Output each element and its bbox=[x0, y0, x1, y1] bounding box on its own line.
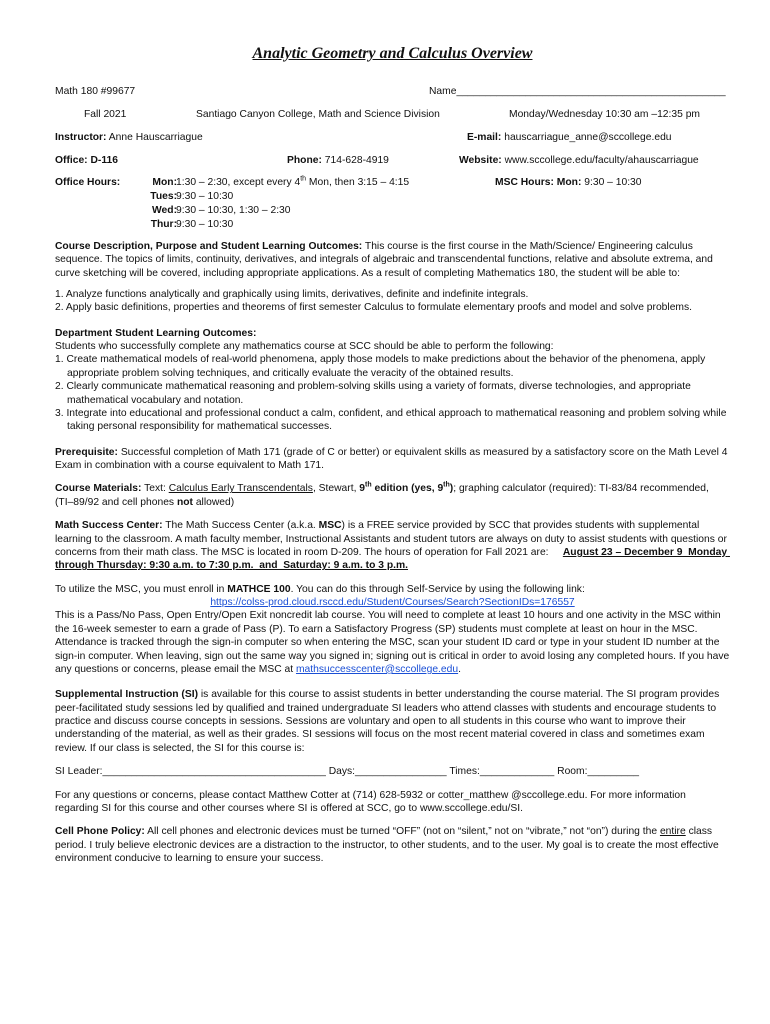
website: Website: www.sccollege.edu/faculty/ahauscarriague bbox=[459, 154, 699, 166]
phone: Phone: 714-628-4919 bbox=[287, 154, 389, 166]
hours-mon: 1:30 – 2:30, except every 4th Mon, then 3:15 – 4:15 bbox=[176, 175, 410, 188]
day-label: Wed: bbox=[152, 204, 177, 216]
msc-hours: MSC Hours: Mon: 9:30 – 10:30 bbox=[495, 176, 642, 188]
office: Office: D-116 bbox=[55, 154, 118, 166]
si-fields[interactable]: SI Leader:_______________________________________ Days:________________ Times:_____________ Room:_________ bbox=[55, 766, 640, 778]
prerequisite: Prerequisite: Successful completion of Math 171 (grade of C or better) or equivalent skills as measured by a satisfactory score on the Math Level 4 Exam in combination with a course equivalent to Math 171. bbox=[55, 446, 728, 472]
term: Fall 2021 bbox=[84, 108, 127, 120]
supplemental-instruction: Supplemental Instruction (SI) is available for this course to assist students in better understanding the course material. The SI program provides peer-facilitated study sessions led by qualified and trained undergraduate SI leaders who attend classes with students and encourage students to practice and discuss course concepts in sessions. Sessions are voluntary and open to all students in this course who want to improve their understanding of the material, as well as their grades. SI sessions will focus on the most recent material covered in class and sometimes exam review. If our class is selected, the SI for this course is: bbox=[55, 689, 720, 754]
msc-enrollment: To utilize the MSC, you must enroll in MATHCE 100. You can do this through Self-Service by using the following link: https://colss-prod.cloud.rsccd.edu/Student/Courses/Search?SectionIDs=176557 This is a Pass/No Pass, Open Entry/Open Exit noncredit lab course. You will need to complete at least 10 hours and one activity in the MSC within the 16-week semester to earn a grade of Pass (P). To earn a Satisfactory Progress (SP) students must complete at least on hour in the MSC. Attendance is tracked through the sign-in computer so when entering the MSC, scan your student ID card or type in your student ID number at the sign-in computer. When leaving, sign out the same way you signed in; signing out is critical in order to avoid losing any completed hours. If you have any questions or concerns, please email the MSC at mathsuccesscenter@sccollege.edu. bbox=[55, 583, 730, 675]
msc-details: This is a Pass/No Pass, Open Entry/Open Exit noncredit lab course. You will need to complete at least 10 hours and one activity in the MSC within the 16-week semester to earn a grade of Pass (P). To earn a Satisfactory Progress (SP) students must complete at least on hour in the MSC. Attendance is tracked through the sign-in computer so when entering the MSC, scan your student ID card or type in your student ID number at the sign-in computer. When leaving, sign out the same way you signed in; signing out is critical in order to avoid losing any completed hours. If you have any questions or concerns, please email the MSC at bbox=[55, 610, 730, 675]
hours-thu: 9:30 – 10:30 bbox=[176, 218, 234, 230]
course-description bbox=[55, 240, 730, 315]
college: Santiago Canyon College, Math and Science Division bbox=[196, 108, 440, 120]
header-row-4 bbox=[55, 154, 730, 167]
msc-email-link[interactable]: mathsuccesscenter@sccollege.edu bbox=[295, 663, 459, 675]
department-heading: Department Student Learning Outcomes: bbox=[55, 327, 257, 339]
header-row-2 bbox=[55, 108, 730, 121]
list-item: 1. Analyze functions analytically and graphically using limits, derivatives, definite and indefinite integrals. bbox=[55, 288, 529, 300]
self-service-link[interactable]: https://colss-prod.cloud.rsccd.edu/Student/Courses/Search?SectionIDs=176557 bbox=[210, 597, 575, 609]
list-item: 3. Integrate into educational and professional conduct a calm, confident, and ethical approach to mathematical reasoning and problem solving while taking personal responsibility for mathematical successes. bbox=[55, 407, 727, 433]
day-label: Mon: bbox=[152, 176, 177, 188]
department-intro: Students who successfully complete any mathematics course at SCC should be able to perform the following: bbox=[55, 341, 554, 353]
list-item: 2. Apply basic definitions, properties and theorems of first semester Calculus to formulate elementary proofs and model and solve problems. bbox=[55, 302, 693, 314]
header-row-1 bbox=[55, 85, 730, 98]
outcomes-list bbox=[55, 288, 730, 315]
hours-tue: 9:30 – 10:30 bbox=[176, 190, 234, 202]
instructor: Instructor: Anne Hauscarriague bbox=[55, 131, 203, 143]
hours-wed: 9:30 – 10:30, 1:30 – 2:30 bbox=[176, 204, 291, 216]
office-hours bbox=[55, 176, 730, 232]
office-hours-label: Office Hours: bbox=[55, 176, 121, 188]
page-title: Analytic Geometry and Calculus Overview bbox=[252, 45, 533, 62]
textbook-title: Calculus Early Transcendentals bbox=[168, 483, 313, 495]
cell-phone-policy: Cell Phone Policy: All cell phones and electronic devices must be turned “OFF” (not on “silent,” not on “vibrate,” not “on”) during the entire class period. I truly believe electronic devices are a distraction to the instructor, to other students, and to the user. My goal is to create the most effective environment conducive to learning to ensure your success. bbox=[55, 826, 719, 865]
math-success-center: Math Success Center: The Math Success Center (a.k.a. MSC) is a FREE service provided by SCC that provides students with supplemental learning to the classroom. A math faculty member, Instructional Assistants and student tutors are always on duty to assist students with questions or concerns from their math class. The MSC is located in room D-209. The hours of operation for Fall 2021 are: August 23 – December 9 Monday through Thursday: 9:30 a.m. to 7:30 p.m. and Saturday: 9 a.m. to 3 p.m. bbox=[55, 520, 730, 572]
header-row-3 bbox=[55, 131, 730, 144]
day-label: Tues: bbox=[150, 190, 177, 202]
department-list bbox=[55, 353, 730, 433]
day-label: Thur: bbox=[150, 218, 177, 230]
course-number: Math 180 #99677 bbox=[55, 85, 136, 97]
description-text: This course is the first course in the Math/Science/ Engineering calculus sequence. The topics of limits, continuity, derivatives, and integrals of algebraic and transcendental functions, relative and absolute extrema, and curve sketching will be covered, including appropriate applications. As a result of completing Mathematics 180, the student will be able to: bbox=[55, 240, 713, 279]
list-item: 2. Clearly communicate mathematical reasoning and problem-solving skills using a variety of formats, diverse technologies, and appropriate mathematical vocabulary and notation. bbox=[55, 381, 691, 406]
email: E-mail: hauscarriague_anne@sccollege.edu bbox=[467, 131, 672, 143]
list-item: 1. Create mathematical models of real-world phenomena, apply those models to make predictions about the behavior of the phenomena, apply appropriate problem solving techniques, and critically evaluate the veracity of the obtained results. bbox=[55, 354, 706, 379]
class-schedule: Monday/Wednesday 10:30 am –12:35 pm bbox=[509, 108, 700, 120]
syllabus-page bbox=[55, 44, 730, 875]
department-outcomes bbox=[55, 327, 730, 434]
msc-operating-hours: August 23 – December 9 Monday through Thursday: 9:30 a.m. to 7:30 p.m. and Saturday: 9 a.m. to 3 p.m. bbox=[55, 546, 730, 572]
si-contact: For any questions or concerns, please contact Matthew Cotter at (714) 628-5932 or cotter_matthew @sccollege.edu. For more information regarding SI for this course and other courses where SI is offered at SCC, go to www.sccollege.edu/SI. bbox=[55, 789, 686, 814]
course-materials: Course Materials: Text: Calculus Early Transcendentals, Stewart, 9th edition (yes, 9th); graphing calculator (required): TI-83/84 recommended, (TI–89/92 and cell phones not allowed) bbox=[55, 482, 709, 508]
description-heading: Course Description, Purpose and Student Learning Outcomes: bbox=[55, 240, 363, 252]
name-field[interactable]: Name_______________________________________________ bbox=[429, 85, 726, 97]
